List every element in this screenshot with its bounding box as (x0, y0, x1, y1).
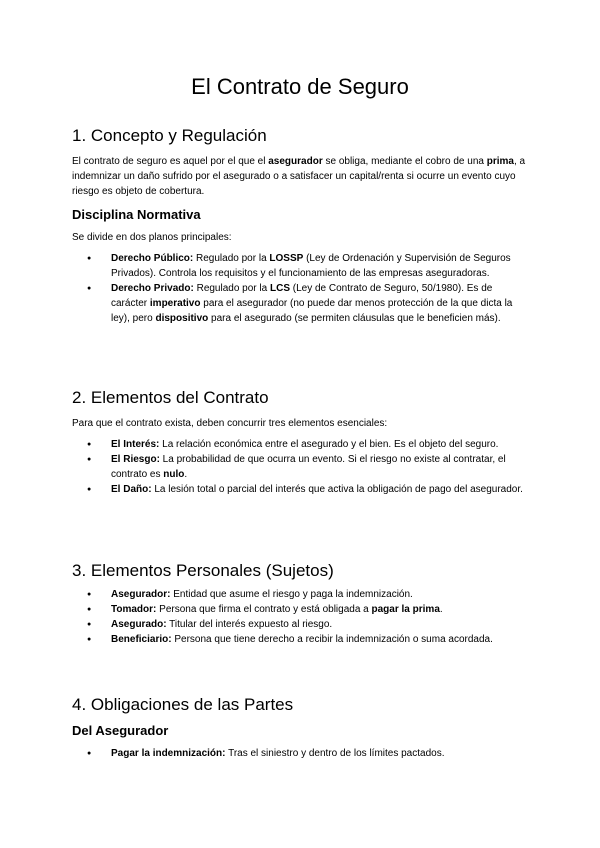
subheading-del-asegurador: Del Asegurador (72, 723, 169, 738)
section-heading-concepto: 1. Concepto y Regulación (72, 126, 267, 145)
bullet-list-obligaciones (72, 746, 528, 761)
list-item: ● Derecho Público: Regulado por la LOSSP (Ley de Ordenación y Supervisión de Seguros Privados). Controla los requisitos y el funcionamiento de las empresas aseguradoras. (72, 251, 528, 281)
section-intro-elementos: Para que el contrato exista, deben concurrir tres elementos esenciales: (72, 418, 388, 429)
list-item: ● El Interés: La relación económica entre el asegurado y el bien. Es el objeto del seguro. (72, 437, 528, 452)
section-heading-sujetos: 3. Elementos Personales (Sujetos) (72, 561, 334, 580)
list-item: ● Asegurador: Entidad que asume el riesgo y paga la indemnización. (72, 587, 528, 602)
list-item: ● El Daño: La lesión total o parcial del interés que activa la obligación de pago del asegurador. (72, 482, 528, 497)
list-item: ● Tomador: Persona que firma el contrato y está obligada a pagar la prima. (72, 602, 528, 617)
document-title: El Contrato de Seguro (191, 74, 409, 99)
list-item: ● Pagar la indemnización: Tras el siniestro y dentro de los límites pactados. (72, 746, 528, 761)
bullet-list-disciplina (72, 251, 528, 326)
bullet-list-sujetos (72, 587, 528, 647)
list-item: ● Derecho Privado: Regulado por la LCS (Ley de Contrato de Seguro, 50/1980). Es de carácter imperativo para el asegurador (no puede dar menos protección de la que dicta la ley), pero dispositivo para el asegurado (se permiten cláusulas que le beneficien más). (72, 281, 528, 326)
bullet-list-elementos (72, 437, 528, 497)
list-item: ● Beneficiario: Persona que tiene derecho a recibir la indemnización o suma acordada. (72, 632, 528, 647)
list-item: ● El Riesgo: La probabilidad de que ocurra un evento. Si el riesgo no existe al contratar, el contrato es nulo. (72, 452, 528, 482)
section-heading-obligaciones: 4. Obligaciones de las Partes (72, 695, 294, 714)
list-item: ● Asegurado: Titular del interés expuesto al riesgo. (72, 617, 528, 632)
subheading-disciplina-normativa: Disciplina Normativa (72, 207, 201, 222)
section-intro-concepto: El contrato de seguro es aquel por el que el asegurador se obliga, mediante el cobro de una prima, a indemnizar un daño sufrido por el asegurado o a satisfacer un capital/renta si ocurre un evento cuyo riesgo es objeto de cobertura. (72, 156, 526, 197)
section-heading-elementos: 2. Elementos del Contrato (72, 388, 269, 407)
subsection-intro: Se divide en dos planos principales: (72, 232, 232, 243)
